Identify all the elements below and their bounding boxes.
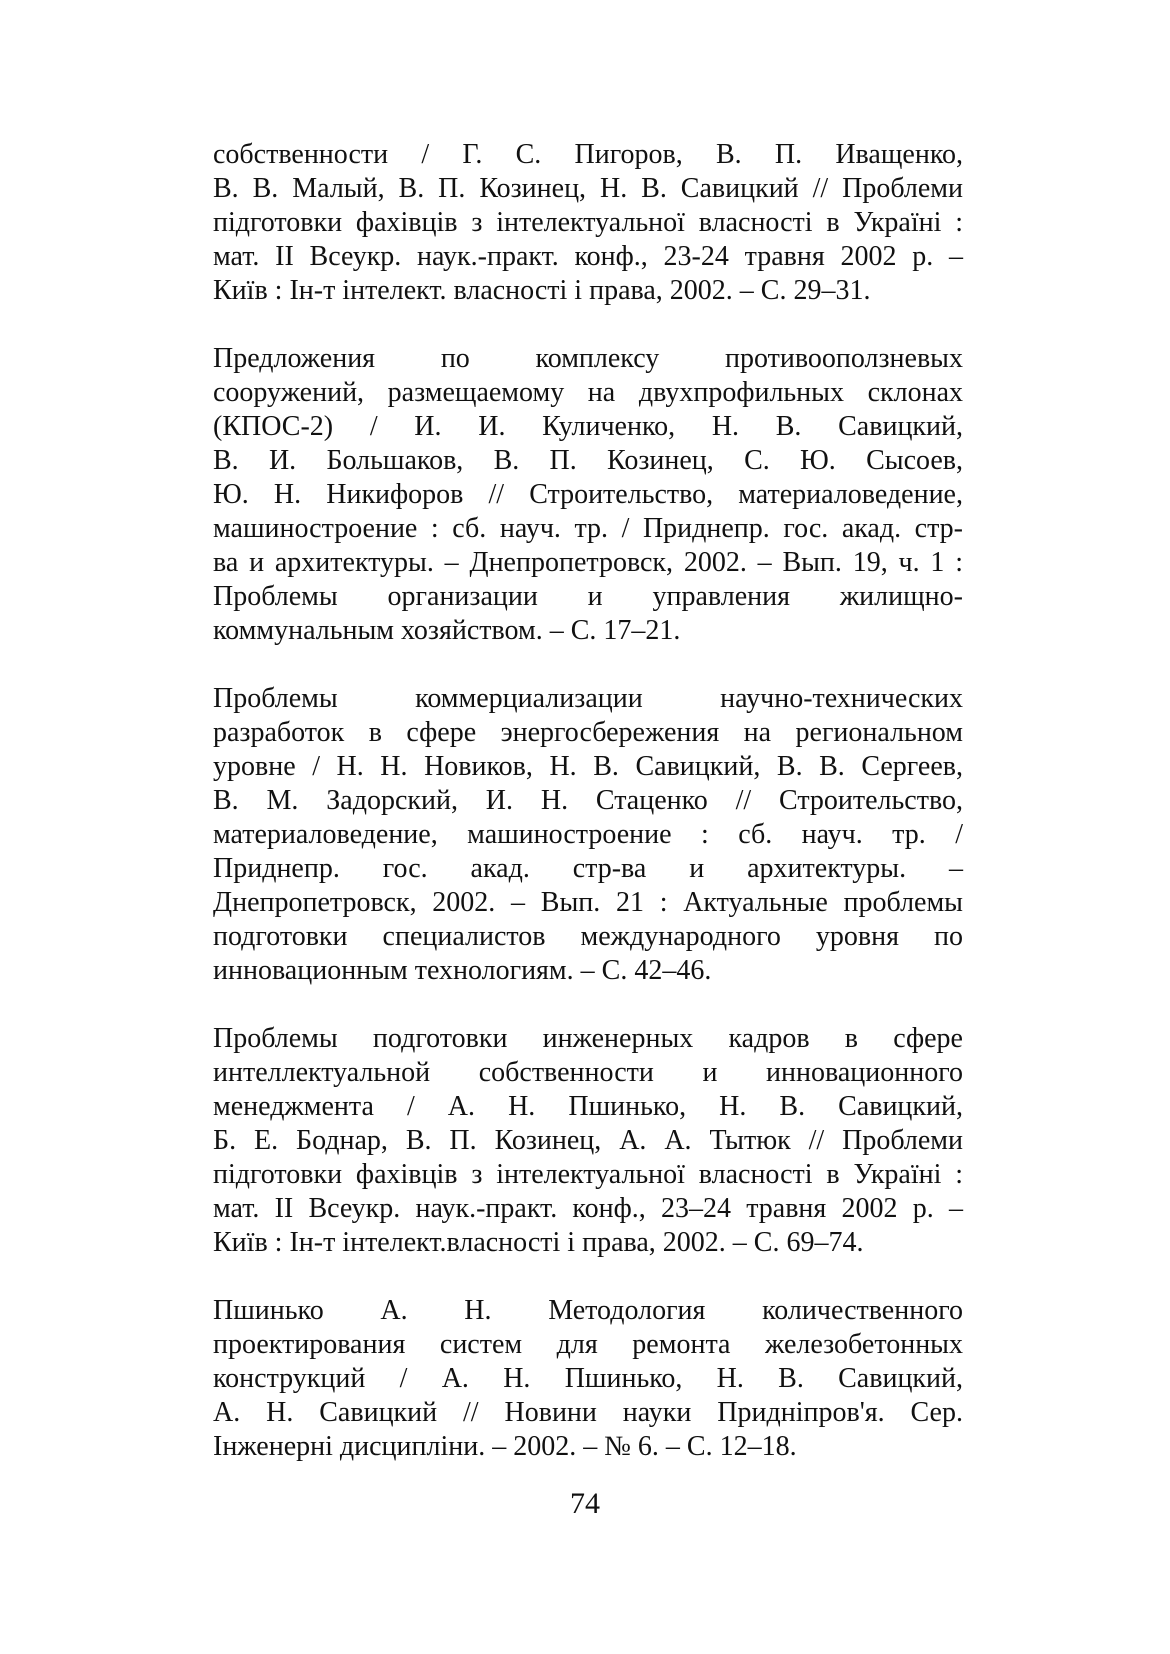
- entry-line: Проблемы подготовки инженерных кадров в сфере: [213, 1023, 963, 1054]
- entry-line: (КПОС-2) / И. И. Куличенко, Н. В. Савицкий,: [213, 411, 963, 442]
- entry-line: Київ : Ін-т інтелект. власності і права, 2002. – С. 29–31.: [213, 275, 871, 306]
- bibliography-entry: [213, 682, 963, 988]
- entry-line: Б. Е. Боднар, В. П. Козинец, А. А. Тытюк // Проблеми: [213, 1125, 963, 1156]
- entry-line: конструкций / А. Н. Пшинько, Н. В. Савицкий,: [213, 1363, 963, 1394]
- entry-line: Проблемы коммерциализации научно-технических: [213, 683, 963, 714]
- bibliography-entry: [213, 138, 963, 308]
- entry-line: инновационным технологиям. – С. 42–46.: [213, 955, 712, 986]
- entry-line: проектирования систем для ремонта железобетонных: [213, 1329, 963, 1360]
- entry-line: В. В. Малый, В. П. Козинец, Н. В. Савицкий // Проблеми: [213, 173, 963, 204]
- entry-line: Приднепр. гос. акад. стр-ва и архитектуры. –: [213, 853, 963, 884]
- entry-line: Предложения по комплексу противооползневых: [213, 343, 963, 374]
- entry-line: підготовки фахівців з інтелектуальної власності в Україні :: [213, 207, 963, 238]
- entry-line: разработок в сфере энергосбережения на региональном: [213, 717, 963, 748]
- entry-line: А. Н. Савицкий // Новини науки Придніпров'я. Сер.: [213, 1397, 963, 1428]
- entry-line: ва и архитектуры. – Днепропетровск, 2002. – Вып. 19, ч. 1 :: [213, 547, 963, 578]
- entry-line: мат. II Всеукр. наук.-практ. конф., 23–24 травня 2002 р. –: [213, 1193, 963, 1224]
- bibliography-entry: [213, 1022, 963, 1260]
- entry-line: менеджмента / А. Н. Пшинько, Н. В. Савицкий,: [213, 1091, 963, 1122]
- page-body: [213, 138, 963, 1498]
- entry-line: интеллектуальной собственности и инновационного: [213, 1057, 963, 1088]
- entry-line: мат. II Всеукр. наук.-практ. конф., 23-24 травня 2002 р. –: [213, 241, 963, 272]
- entry-line: сооружений, размещаемому на двухпрофильных склонах: [213, 377, 963, 408]
- entry-line: Ю. Н. Никифоров // Строительство, материаловедение,: [213, 479, 963, 510]
- entry-line: Інженерні дисципліни. – 2002. – № 6. – С. 12–18.: [213, 1431, 797, 1462]
- entry-line: В. М. Задорский, И. Н. Стаценко // Строительство,: [213, 785, 963, 816]
- entry-line: материаловедение, машиностроение : сб. науч. тр. /: [213, 819, 963, 850]
- entry-line: коммунальным хозяйством. – С. 17–21.: [213, 615, 681, 646]
- entry-line: Пшинько А. Н. Методология количественного: [213, 1295, 963, 1326]
- entry-line: уровне / Н. Н. Новиков, Н. В. Савицкий, В. В. Сергеев,: [213, 751, 963, 782]
- entry-line: Днепропетровск, 2002. – Вып. 21 : Актуальные проблемы: [213, 887, 963, 918]
- bibliography-entry: [213, 342, 963, 648]
- page-number: 74: [570, 1487, 600, 1520]
- bibliography-entry: [213, 1294, 963, 1464]
- entry-line: Київ : Ін-т інтелект.власності і права, 2002. – С. 69–74.: [213, 1227, 864, 1258]
- entry-line: машиностроение : сб. науч. тр. / Приднепр. гос. акад. стр-: [213, 513, 963, 544]
- entry-line: собственности / Г. С. Пигоров, В. П. Иващенко,: [213, 139, 963, 170]
- entry-line: підготовки фахівців з інтелектуальної власності в Україні :: [213, 1159, 963, 1190]
- entry-line: подготовки специалистов международного уровня по: [213, 921, 963, 952]
- entry-line: Проблемы организации и управления жилищно-: [213, 581, 963, 612]
- entry-line: В. И. Большаков, В. П. Козинец, С. Ю. Сысоев,: [213, 445, 963, 476]
